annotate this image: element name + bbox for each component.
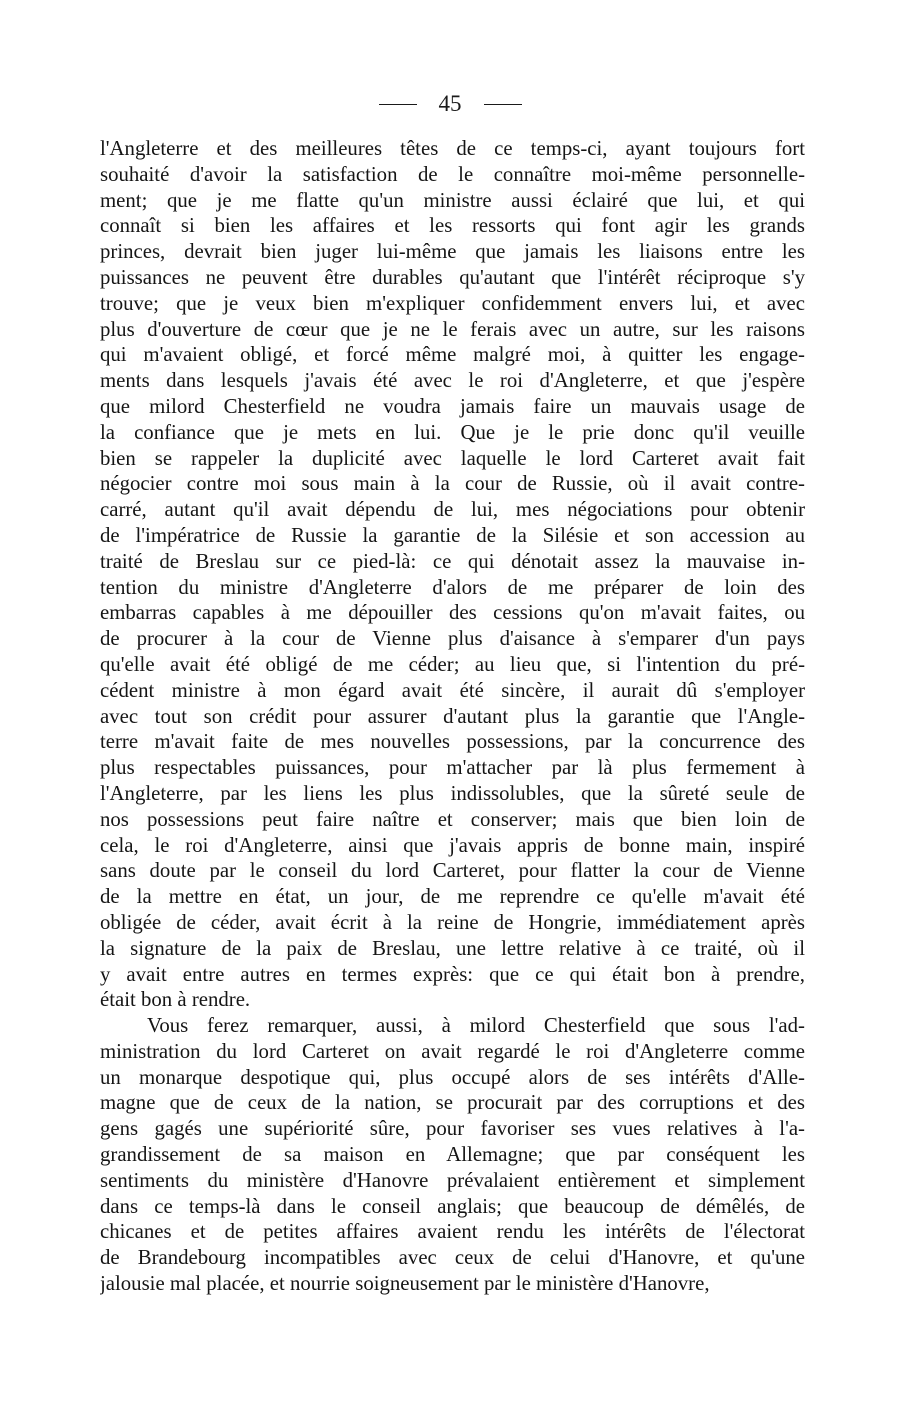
text-line: négocier contre moi sous main à la cour de Russie, où il avait contre- [100, 472, 805, 496]
text-line: y avait entre autres en termes exprès: que ce qui était bon à prendre, [100, 962, 805, 986]
text-line: connaît si bien les affaires et les ressorts qui font agir les grands [100, 214, 805, 238]
text-line: de Brandebourg incompatibles avec ceux de celui d'Hanovre, et qu'une [100, 1246, 805, 1270]
text-line: était bon à rendre. [100, 988, 251, 1012]
text-line: jalousie mal placée, et nourrie soigneusement par le ministère d'Hanovre, [100, 1272, 710, 1296]
text-line: gens gagés une supériorité sûre, pour favoriser ses vues relatives à l'a- [100, 1117, 805, 1141]
text-line: obligée de céder, avait écrit à la reine de Hongrie, immédiatement après [100, 910, 805, 934]
header-rule-left [379, 104, 417, 105]
text-line: de l'impératrice de Russie la garantie de la Silésie et son accession au [100, 523, 805, 547]
text-line: trouve; que je veux bien m'expliquer confidemment envers lui, et avec [100, 291, 805, 315]
text-line: grandissement de sa maison en Allemagne; que par conséquent les [100, 1143, 805, 1167]
body-text [100, 136, 805, 1297]
text-line: qu'elle avait été obligé de me céder; au lieu que, si l'intention du pré- [100, 652, 805, 676]
text-line: plus respectables puissances, pour m'attacher par là plus fermement à [100, 756, 805, 780]
page-number: 45 [438, 91, 462, 116]
text-line: l'Angleterre et des meilleures têtes de ce temps-ci, ayant toujours fort [100, 137, 805, 160]
text-line: carré, autant qu'il avait dépendu de lui, mes négociations pour obtenir [100, 498, 805, 522]
text-line: princes, devrait bien juger lui-même que jamais les liaisons entre les [100, 240, 805, 264]
text-line: terre m'avait faite de mes nouvelles possessions, par la concurrence des [100, 730, 805, 754]
text-line: sentiments du ministère d'Hanovre prévalaient entièrement et simplement [100, 1168, 805, 1192]
text-line: magne que de ceux de la nation, se procurait par des corruptions et des [100, 1091, 805, 1115]
text-line: cela, le roi d'Angleterre, ainsi que j'avais appris de bonne main, inspiré [100, 833, 805, 857]
text-line: embarras capables à me dépouiller des cessions qu'on m'avait faites, ou [100, 601, 805, 625]
text-line: chicanes et de petites affaires avaient rendu les intérêts de l'électorat [100, 1220, 805, 1244]
text-line: bien se rappeler la duplicité avec laquelle le lord Carteret avait fait [100, 446, 805, 470]
paragraph [100, 136, 805, 1013]
text-line: qui m'avaient obligé, et forcé même malgré moi, à quitter les engage- [100, 343, 805, 367]
paragraph [100, 1013, 805, 1297]
text-line: Vous ferez remarquer, aussi, à milord Chesterfield que sous l'ad- [147, 1014, 805, 1038]
text-line: un monarque despotique qui, plus occupé alors de ses intérêts d'Alle- [100, 1065, 805, 1089]
text-line: de procurer à la cour de Vienne plus d'aisance à s'emparer d'un pays [100, 627, 805, 651]
text-line: avec tout son crédit pour assurer d'autant plus la garantie que l'Angle- [100, 704, 805, 728]
text-line: traité de Breslau sur ce pied-là: ce qui dénotait assez la mauvaise in- [100, 549, 805, 573]
text-line: plus d'ouverture de cœur que je ne le ferais avec un autre, sur les raisons [100, 317, 805, 341]
text-line: la signature de la paix de Breslau, une lettre relative à ce traité, où il [100, 936, 805, 960]
text-line: dans ce temps-là dans le conseil anglais; que beaucoup de démêlés, de [100, 1194, 805, 1218]
text-line: nos possessions peut faire naître et conserver; mais que bien loin de [100, 807, 805, 831]
text-line: souhaité d'avoir la satisfaction de le connaître moi-même personnelle- [100, 162, 805, 186]
text-line: de la mettre en état, un jour, de me reprendre ce qu'elle m'avait été [100, 885, 805, 909]
text-line: que milord Chesterfield ne voudra jamais faire un mauvais usage de [100, 394, 805, 418]
text-line: ment; que je me flatte qu'un ministre aussi éclairé que lui, et qui [100, 188, 805, 212]
text-line: tention du ministre d'Angleterre d'alors de me préparer de loin des [100, 575, 805, 599]
text-line: ministration du lord Carteret on avait regardé le roi d'Angleterre comme [100, 1039, 805, 1063]
text-line: la confiance que je mets en lui. Que je le prie donc qu'il veuille [100, 420, 805, 444]
text-line: puissances ne peuvent être durables qu'autant que l'intérêt réciproque s'y [100, 265, 805, 289]
text-line: cédent ministre à mon égard avait été sincère, il aurait dû s'employer [100, 678, 805, 702]
header-rule-right [484, 104, 522, 105]
text-line: sans doute par le conseil du lord Carteret, pour flatter la cour de Vienne [100, 859, 805, 883]
text-line: l'Angleterre, par les liens les plus indissolubles, que la sûreté seule de [100, 781, 805, 805]
page-header [0, 88, 900, 120]
text-line: ments dans lesquels j'avais été avec le roi d'Angleterre, et que j'espère [100, 369, 805, 393]
